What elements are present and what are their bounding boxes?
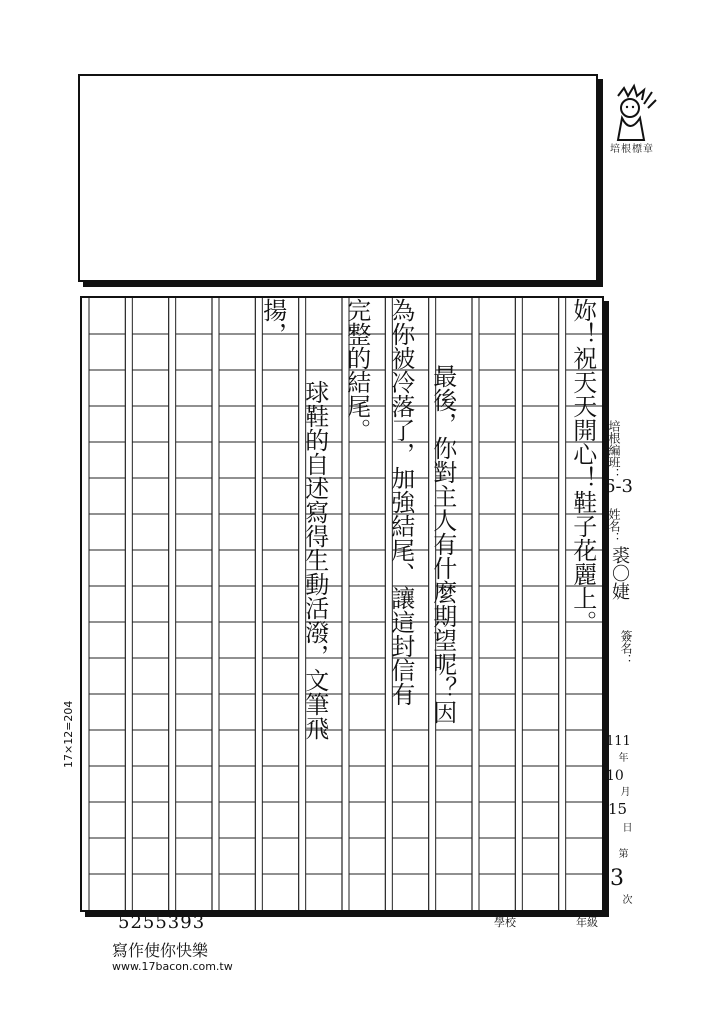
- text-column-4: 完整的結尾。: [342, 298, 371, 442]
- count-label-1: 第: [616, 848, 627, 858]
- date-year-label: 年: [616, 752, 627, 762]
- name-value: 裘〇婕: [609, 546, 630, 600]
- count-value: 3: [610, 866, 624, 891]
- footer-slogan: 寫作使你快樂: [112, 941, 209, 960]
- text-column-1: 妳！祝天天開心！鞋子花麗上。: [568, 298, 597, 634]
- date-month: 10: [606, 768, 624, 784]
- date-day: 15: [608, 800, 628, 818]
- grid-spec: 17×12=204: [62, 700, 75, 768]
- date-year: 111: [606, 734, 631, 749]
- text-column-3: 為你被冷落了，加強結尾、讓這封信有: [386, 298, 415, 706]
- sign-label: 簽名：: [619, 630, 633, 666]
- grade-label: 年級: [576, 916, 598, 929]
- date-day-label: 日: [620, 822, 631, 832]
- count-label-2: 次: [620, 894, 631, 904]
- stamp-label: 培根標章: [610, 144, 654, 155]
- footer-number: 5255393: [118, 912, 206, 933]
- text-column-2: 最後，你對主人有什麼期望呢？因: [428, 364, 457, 724]
- class-value: 6-3: [604, 476, 633, 497]
- name-label: 姓名：: [607, 508, 621, 544]
- school-label: 學校: [494, 916, 516, 929]
- date-month-label: 月: [618, 786, 629, 796]
- text-column-6: 揚，: [258, 298, 287, 346]
- comment-box: [78, 74, 598, 282]
- text-column-5: 球鞋的自述寫得生動活潑，文筆飛: [300, 380, 329, 740]
- class-label: 培根編班：: [607, 420, 621, 480]
- footer-url: www.17bacon.com.tw: [112, 960, 233, 973]
